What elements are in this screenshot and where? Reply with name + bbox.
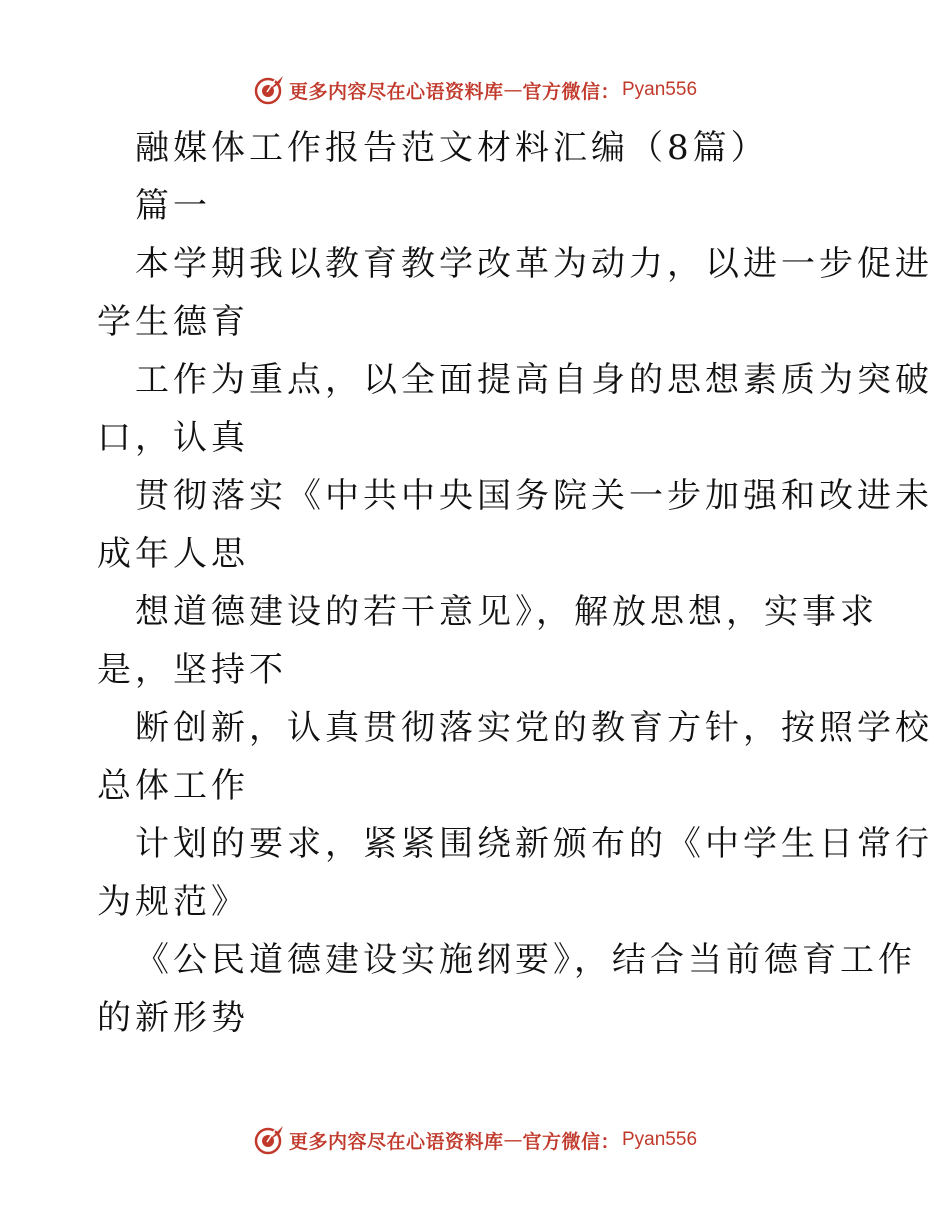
section-heading: 篇一 — [135, 186, 211, 226]
banner-contact-label: 官方微信： — [522, 80, 620, 103]
paragraph-line: 是，坚持不 — [97, 650, 287, 690]
paragraph-line: 《公民道德建设实施纲要》，结合当前德育工作 — [135, 940, 916, 980]
header-banner — [0, 70, 950, 110]
paragraph-line: 想道德建设的若干意见》，解放思想，实事求 — [135, 592, 878, 632]
paragraph-line: 成年人思 — [97, 534, 249, 574]
banner-wechat-id: Pyan556 — [622, 1129, 698, 1150]
footer-banner — [0, 1120, 950, 1160]
paragraph-line: 学生德育 — [97, 302, 249, 342]
document-title: 融媒体工作报告范文材料汇编（8篇） — [135, 128, 769, 168]
paragraph-line: 断创新，认真贯彻落实党的教育方针，按照学校 — [135, 708, 933, 748]
paragraph-line: 工作为重点，以全面提高自身的思想素质为突破 — [135, 360, 933, 400]
paragraph-line: 贯彻落实《中共中央国务院关一步加强和改进未 — [135, 476, 933, 516]
paragraph-line: 本学期我以教育教学改革为动力，以进一步促进 — [135, 244, 933, 284]
quill-logo-icon — [253, 1124, 285, 1156]
paragraph-line: 计划的要求，紧紧围绕新颁布的《中学生日常行 — [135, 824, 933, 864]
paragraph-line: 总体工作 — [97, 766, 249, 806]
banner-separator: — — [503, 79, 523, 101]
banner-separator: — — [503, 1129, 523, 1151]
banner-wechat-id: Pyan556 — [622, 79, 698, 100]
banner-text: 更多内容尽在心语资料库 — [288, 1130, 504, 1153]
banner-contact-label: 官方微信： — [522, 1130, 620, 1153]
banner-text: 更多内容尽在心语资料库 — [288, 80, 504, 103]
quill-logo-icon — [253, 74, 285, 106]
paragraph-line: 的新形势 — [97, 998, 249, 1038]
paragraph-line: 口，认真 — [97, 418, 249, 458]
paragraph-line: 为规范》 — [97, 882, 249, 922]
